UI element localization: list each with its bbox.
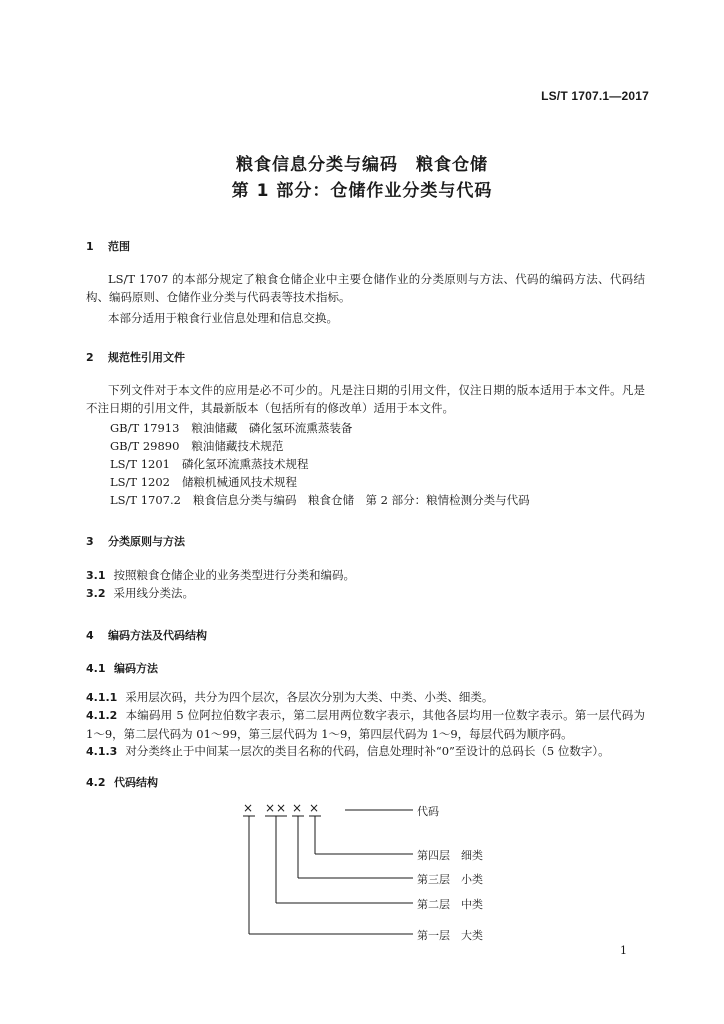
reference-item [110, 473, 297, 491]
layer-1-label: 第一层 大类 [417, 929, 483, 942]
section-title: 编码方法 [114, 662, 158, 675]
clause-text: 按照粮食仓储企业的业务类型进行分类和编码。 [113, 568, 355, 582]
reference-code: LS/T 1202 [110, 475, 170, 489]
reference-name: 储粮机械通风技术规程 [181, 475, 297, 489]
section-1-paragraph-1: LS/T 1707 的本部分规定了粮食仓储企业中主要仓储作业的分类原则与方法、代码的编码方法、代码结构、编码原则、仓储作业分类与代码表等技术指标。 [86, 272, 645, 304]
layer-3-label: 第三层 小类 [417, 873, 483, 886]
section-title: 分类原则与方法 [108, 535, 185, 548]
reference-code: GB/T 29890 [110, 439, 180, 453]
reference-name: 磷化氢环流熏蒸技术规程 [181, 457, 309, 471]
clause-number: 4.1.2 [86, 709, 118, 722]
reference-name: 粮油储藏 磷化氢环流熏蒸装备 [191, 421, 353, 435]
reference-item [110, 437, 283, 455]
section-title: 规范性引用文件 [108, 351, 185, 364]
section-3-heading [86, 533, 185, 549]
section-title: 编码方法及代码结构 [108, 629, 207, 642]
section-4-2-heading [86, 774, 158, 790]
clause-text: 采用层次码，共分为四个层次，各层次分别为大类、中类、小类、细类。 [125, 690, 494, 704]
section-title: 范围 [108, 240, 130, 253]
section-1-paragraph-2: 本部分适用于粮食行业信息处理和信息交换。 [108, 311, 338, 325]
reference-item [110, 455, 308, 473]
code-digit-mark-3: × [292, 801, 303, 815]
clause-4-1-2 [86, 706, 645, 743]
clause-3-2 [86, 584, 645, 603]
reference-name: 粮油储藏技术规范 [191, 439, 284, 453]
reference-name: 粮食信息分类与编码 粮食仓储 第 2 部分：粮情检测分类与代码 [192, 493, 530, 507]
code-digit-mark-2b: × [276, 801, 287, 815]
section-number: 4.1 [86, 662, 106, 675]
clause-text: 本编码用 5 位阿拉伯数字表示，第二层用两位数字表示，其他各层均用一位数字表示。第一层代码为 1～9，第二层代码为 01～99，第三层代码为 1～9，第四层代码为 1～9，每层代码为顺序码。 [86, 708, 645, 741]
reference-code: LS/T 1707.2 [110, 493, 181, 507]
section-number: 4 [86, 629, 94, 642]
standard-code: LS/T 1707.1—2017 [541, 89, 649, 103]
clause-number: 3.2 [86, 587, 106, 600]
section-number: 3 [86, 535, 94, 548]
layer-2-label: 第二层 中类 [417, 898, 483, 911]
document-title-line1: 粮食信息分类与编码 粮食仓储 [236, 155, 488, 175]
clause-number: 3.1 [86, 569, 106, 582]
document-title-line2: 第 1 部分：仓储作业分类与代码 [231, 181, 493, 201]
clause-4-1-3 [86, 742, 645, 761]
clause-number: 4.1.1 [86, 691, 118, 704]
section-1-heading [86, 238, 130, 254]
reference-code: LS/T 1201 [110, 457, 170, 471]
reference-item [110, 419, 352, 437]
section-number: 2 [86, 351, 94, 364]
diagram-lines [230, 800, 530, 950]
section-4-heading [86, 627, 207, 643]
section-number: 1 [86, 240, 94, 253]
layer-4-label: 第四层 细类 [417, 849, 483, 862]
code-digit-mark-2a: × [265, 801, 276, 815]
clause-text: 采用线分类法。 [113, 586, 194, 600]
section-2-paragraph-1: 下列文件对于本文件的应用是必不可少的。凡是注日期的引用文件，仅注日期的版本适用于本文件。凡是不注日期的引用文件，其最新版本（包括所有的修改单）适用于本文件。 [86, 383, 645, 415]
clause-3-1 [86, 566, 645, 585]
reference-code: GB/T 17913 [110, 421, 180, 435]
clause-number: 4.1.3 [86, 745, 118, 758]
reference-item [110, 491, 530, 509]
page-number: 1 [620, 944, 627, 957]
section-number: 4.2 [86, 776, 106, 789]
code-digit-mark-4: × [309, 801, 320, 815]
clause-4-1-1 [86, 688, 645, 707]
code-digit-mark-1: × [243, 801, 254, 815]
code-structure-diagram [230, 800, 530, 950]
clause-text: 对分类终止于中间某一层次的类目名称的代码，信息处理时补“0”至设计的总码长（5 位数字）。 [125, 744, 610, 758]
code-label: 代码 [417, 805, 439, 818]
section-4-1-heading [86, 660, 158, 676]
section-title: 代码结构 [114, 776, 158, 789]
section-2-heading [86, 349, 185, 365]
